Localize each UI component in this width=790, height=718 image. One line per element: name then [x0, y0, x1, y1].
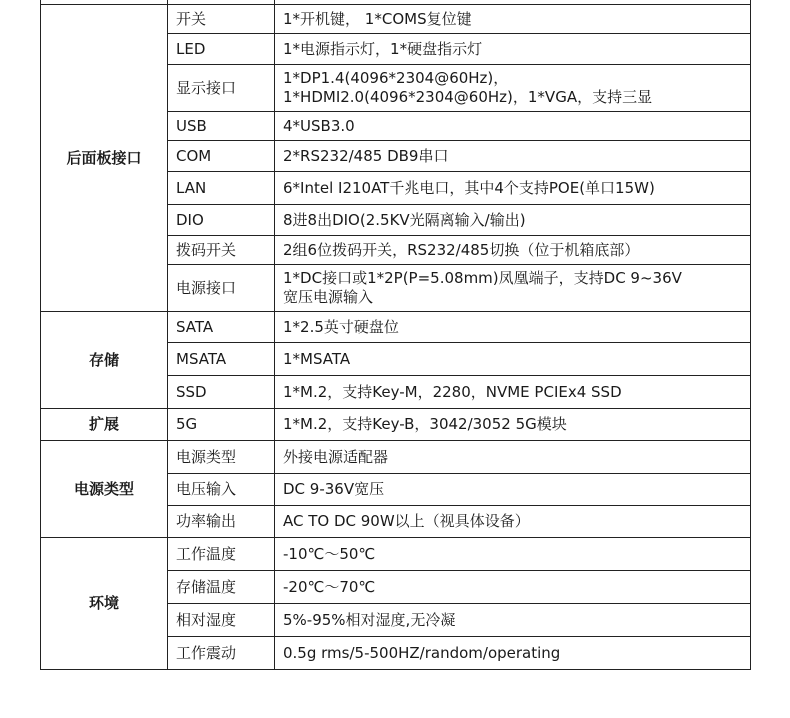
spec-value-line: 1*DC接口或1*2P(P=5.08mm)凤凰端子，支持DC 9~36V	[283, 269, 682, 287]
spec-value: 1*2.5英寸硬盘位	[275, 312, 751, 343]
spec-label: 功率输出	[168, 506, 275, 538]
spec-value: 2*RS232/485 DB9串口	[275, 141, 751, 172]
category-cell: 电源类型	[41, 441, 168, 538]
spec-value: 外接电源适配器	[275, 441, 751, 474]
spec-label: 工作温度	[168, 538, 275, 571]
table-row	[41, 5, 751, 34]
table-row	[41, 312, 751, 343]
category-cell: 环境	[41, 538, 168, 670]
spec-label: COM	[168, 141, 275, 172]
spec-value: 1*MSATA	[275, 343, 751, 376]
spec-label: 电源接口	[168, 265, 275, 312]
category-cell: 存储	[41, 312, 168, 409]
spec-value: 2组6位拨码开关，RS232/485切换（位于机箱底部）	[275, 236, 751, 265]
spec-value: 1*电源指示灯，1*硬盘指示灯	[275, 34, 751, 65]
spec-label: USB	[168, 112, 275, 141]
spec-table	[40, 0, 751, 670]
spec-label: SSD	[168, 376, 275, 409]
spec-value: AC TO DC 90W以上（视具体设备）	[275, 506, 751, 538]
spec-value: -20℃～70℃	[275, 571, 751, 604]
spec-value-line: 宽压电源输入	[283, 288, 374, 306]
spec-label: 拨码开关	[168, 236, 275, 265]
spec-label: MSATA	[168, 343, 275, 376]
spec-label: 开关	[168, 5, 275, 34]
spec-label: 电源类型	[168, 441, 275, 474]
spec-label: 显示接口	[168, 65, 275, 112]
spec-value: 8进8出DIO(2.5KV光隔离输入/输出)	[275, 205, 751, 236]
spec-label: 工作震动	[168, 637, 275, 670]
spec-label: 5G	[168, 409, 275, 441]
spec-value	[275, 265, 751, 312]
spec-value: 4*USB3.0	[275, 112, 751, 141]
spec-label: LAN	[168, 172, 275, 205]
spec-value: -10℃～50℃	[275, 538, 751, 571]
category-cell: 扩展	[41, 409, 168, 441]
table-row	[41, 538, 751, 571]
spec-value: 1*开机键， 1*COMS复位键	[275, 5, 751, 34]
spec-value: 1*M.2，支持Key-B，3042/3052 5G模块	[275, 409, 751, 441]
category-cell: 后面板接口	[41, 5, 168, 312]
spec-value-line: 1*HDMI2.0(4096*2304@60Hz)，1*VGA，支持三显	[283, 88, 653, 106]
table-row	[41, 441, 751, 474]
spec-value-line: 1*DP1.4(4096*2304@60Hz)，	[283, 69, 509, 87]
spec-value	[275, 65, 751, 112]
spec-label: 电压输入	[168, 474, 275, 506]
spec-value: 1*M.2，支持Key-M，2280，NVME PCIEx4 SSD	[275, 376, 751, 409]
spec-label: LED	[168, 34, 275, 65]
spec-label: DIO	[168, 205, 275, 236]
spec-label: SATA	[168, 312, 275, 343]
table-row	[41, 409, 751, 441]
spec-label: 相对湿度	[168, 604, 275, 637]
spec-value: DC 9-36V宽压	[275, 474, 751, 506]
spec-value: 5%-95%相对湿度,无冷凝	[275, 604, 751, 637]
spec-value: 0.5g rms/5-500HZ/random/operating	[275, 637, 751, 670]
spec-label: 存储温度	[168, 571, 275, 604]
spec-value: 6*Intel I210AT千兆电口，其中4个支持POE(单口15W)	[275, 172, 751, 205]
